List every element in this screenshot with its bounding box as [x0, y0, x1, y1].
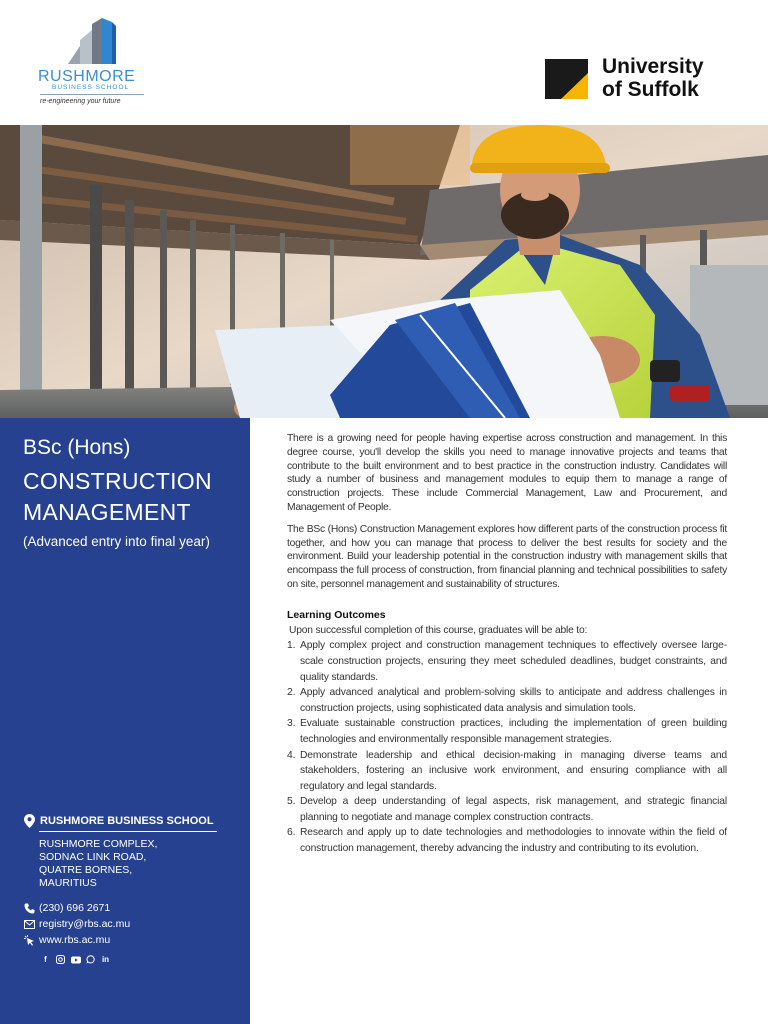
list-item — [287, 825, 727, 856]
list-text: Research and apply up to date technologies and methodologies to innovate within the field of construction management, thereby advancing the industry and contributing to its evolution. — [300, 827, 727, 855]
list-item — [287, 794, 727, 825]
address-line: RUSHMORE COMPLEX, — [39, 838, 158, 850]
list-number: 2. — [287, 687, 296, 699]
entry-note: (Advanced entry into final year) — [23, 534, 210, 549]
list-item — [287, 685, 727, 716]
website-link: www.rbs.ac.mu — [39, 934, 111, 946]
intro-paragraph-1: There is a growing need for people having expertise across construction and management. In this degree course, you'll develop the skills you need to manage innovative projects and teams that contribute to the built environment and to best practice in the construction industry. Candidates will study a number of business and management modules to equip them to manage a range of construction projects. These include Commercial Management, Law and Procurement, and Management of People. — [287, 433, 727, 513]
university-wordmark — [602, 55, 704, 101]
hero-image-construction-worker — [0, 125, 768, 418]
address-line: SODNAC LINK ROAD, — [39, 851, 147, 863]
list-number: 1. — [287, 640, 296, 652]
university-of-suffolk-logo[interactable] — [545, 55, 735, 103]
rushmore-logo[interactable] — [38, 18, 148, 110]
rushmore-wordmark: RUSHMORE — [38, 68, 136, 85]
degree-label: BSc (Hons) — [23, 436, 131, 459]
school-name: RUSHMORE BUSINESS SCHOOL — [40, 815, 214, 827]
course-title — [23, 466, 212, 528]
facebook-icon[interactable]: f — [44, 955, 47, 964]
uos-line-2: of Suffolk — [602, 78, 699, 101]
rushmore-tagline: re-engineering your future — [40, 98, 121, 105]
phone-icon — [24, 903, 35, 914]
phone-row[interactable] — [24, 902, 244, 914]
list-item — [287, 716, 727, 747]
email-link: registry@rbs.ac.mu — [39, 918, 131, 930]
list-text: Apply advanced analytical and problem-solving skills to anticipate and address challenges in construction projects, using sophisticated data analysis and simulation tools. — [300, 687, 727, 714]
course-title-line-2: MANAGEMENT — [23, 499, 191, 525]
contact-divider — [39, 831, 217, 832]
course-description — [287, 432, 727, 857]
uos-line-1: University — [602, 55, 704, 78]
mail-icon — [24, 920, 35, 929]
list-number: 5. — [287, 796, 296, 808]
web-row[interactable] — [24, 934, 244, 946]
list-text: Evaluate sustainable construction practices, including the implementation of green building technologies and environmentally responsible management strategies. — [300, 718, 727, 745]
contact-block — [24, 814, 244, 965]
list-text: Develop a deep understanding of legal aspects, risk management, and strategic financial planning to negotiate and manage complex construction contracts. — [300, 796, 727, 823]
course-side-panel — [0, 418, 250, 1024]
email-row[interactable] — [24, 918, 244, 930]
contact-heading — [24, 814, 244, 828]
building-icon — [66, 18, 118, 66]
list-text: Demonstrate leadership and ethical decision-making in managing diverse teams and stakeholders, fostering an inclusive work environment, and ensuring compliance with all regulatory and legal standards. — [300, 749, 727, 792]
location-pin-icon — [24, 814, 35, 828]
address — [39, 838, 244, 890]
page-header — [0, 0, 768, 125]
list-text: Apply complex project and construction management techniques to effectively oversee large-scale construction projects, ensuring they meet scheduled deadlines, budget constraints, and quality standards. — [300, 640, 727, 683]
list-number: 3. — [287, 718, 296, 730]
linkedin-icon[interactable]: in — [101, 955, 110, 964]
phone-number: (230) 696 2671 — [39, 902, 111, 914]
intro-paragraph-2: The BSc (Hons) Construction Management explores how different parts of the construction process fit together, and how you can manage that process to deliver the best results for society and the environment. Build your leadership potential in the construction industry with management skills that encompass the full process of construction, from financial planning and technical possibilities to safety on site, personnel management and sustainability of structures. — [287, 523, 727, 590]
whatsapp-icon[interactable] — [85, 954, 96, 965]
course-title-line-1: CONSTRUCTION — [23, 468, 212, 494]
suffolk-square-icon — [545, 59, 588, 99]
list-item — [287, 638, 727, 685]
learning-outcomes-list — [287, 638, 727, 856]
list-item — [287, 748, 727, 795]
list-number: 6. — [287, 827, 296, 839]
list-number: 4. — [287, 749, 296, 761]
address-line: MAURITIUS — [39, 877, 97, 889]
address-line: QUATRE BORNES, — [39, 864, 133, 876]
learning-outcomes-heading: Learning Outcomes — [287, 608, 386, 621]
learning-outcomes-intro: Upon successful completion of this course, graduates will be able to: — [289, 624, 588, 636]
logo-divider — [40, 94, 144, 95]
cursor-click-icon — [24, 935, 35, 946]
instagram-icon[interactable] — [55, 954, 66, 965]
rushmore-subtitle: BUSINESS SCHOOL — [52, 84, 130, 91]
social-links — [40, 954, 244, 965]
youtube-icon[interactable] — [70, 954, 81, 965]
